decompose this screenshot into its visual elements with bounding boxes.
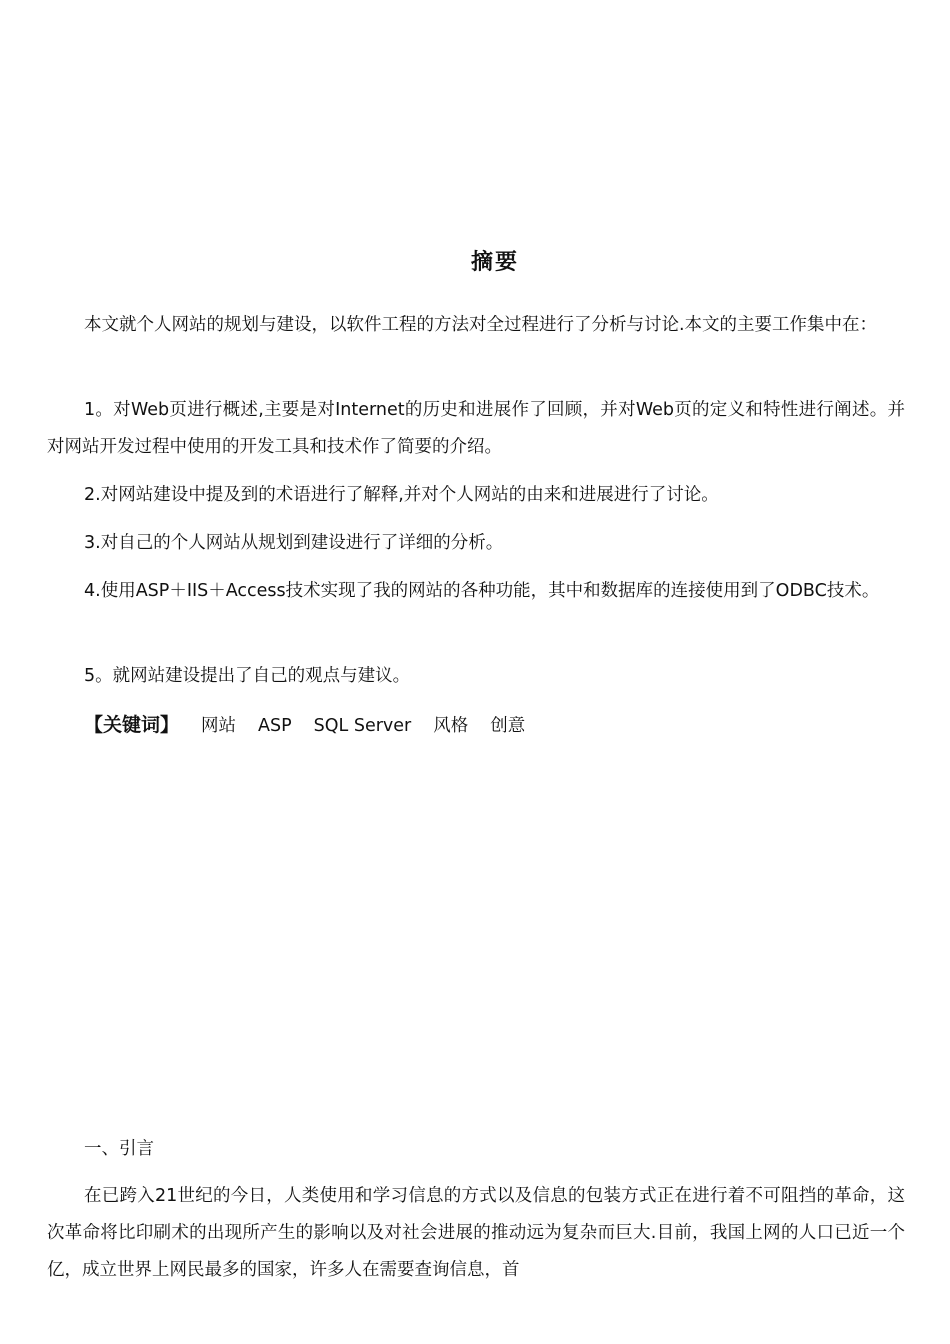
abstract-item-5: 5。就网站建设提出了自己的观点与建议。 [84, 666, 411, 686]
keywords-line [84, 707, 525, 745]
abstract-intro-paragraph: 本文就个人网站的规划与建设，以软件工程的方法对全过程进行了分析与讨论.本文的主要工作集中在： [84, 315, 878, 335]
keywords-label: 【关键词】 [84, 714, 180, 736]
keyword-item: 风格 [433, 716, 469, 736]
introduction-paragraph: 在已跨入21世纪的今日，人类使用和学习信息的方式以及信息的包装方式正在进行着不可阻挡的革命，这次革命将比印刷术的出现所产生的影响以及对社会进展的推动远为复杂而巨大.目前，我国上网的人口已近一个亿，成立世界上网民最多的国家，许多人在需要查询信息，首 [47, 1186, 905, 1280]
abstract-item-3: 3.对自己的个人网站从规划到建设进行了详细的分析。 [84, 533, 504, 553]
abstract-item-2: 2.对网站建设中提及到的术语进行了解释,并对个人网站的由来和进展进行了讨论。 [84, 485, 719, 505]
abstract-item-4: 4.使用ASP＋IIS＋Access技术实现了我的网站的各种功能，其中和数据库的连接使用到了ODBC技术。 [84, 581, 880, 601]
section-heading-introduction: 一、引言 [84, 1139, 154, 1159]
keyword-item: 网站 [201, 716, 237, 736]
keyword-item: SQL Server [313, 716, 412, 736]
abstract-item-1: 1。对Web页进行概述,主要是对Internet的历史和进展作了回顾，并对Web页的定义和特性进行阐述。并对网站开发过程中使用的开发工具和技术作了简要的介绍。 [47, 400, 905, 457]
keyword-item: ASP [258, 716, 292, 736]
keyword-item: 创意 [490, 716, 526, 736]
abstract-title: 摘要 [470, 250, 519, 275]
